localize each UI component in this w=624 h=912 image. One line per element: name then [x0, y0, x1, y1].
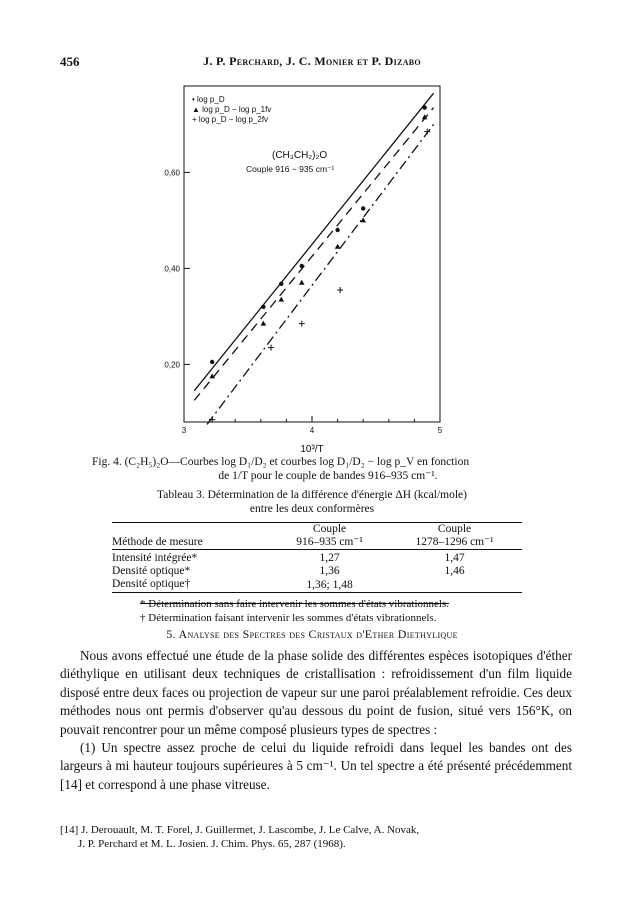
annotation-couple: Couple 916 − 935 cm⁻¹ [246, 164, 335, 174]
table-note-2: † Détermination faisant intervenir les sommes d'états vibrationnels. [140, 612, 437, 624]
data-point-plus [299, 321, 305, 327]
table-title-line2: entre les deux conformères [249, 503, 375, 515]
row-value-916: 1,27 [319, 552, 340, 564]
data-point-dot [335, 228, 339, 232]
fit-lines [194, 93, 433, 424]
table-title [0, 488, 624, 516]
body-text [60, 647, 572, 794]
page-number: 456 [60, 54, 80, 69]
row-value-1278: 1,46 [444, 565, 465, 577]
col2-header-top: Couple [312, 523, 347, 535]
row-method: Densité optique† [112, 578, 191, 590]
paragraph-1: Nous avons effectué une étude de la phase solide des différentes espèces isotopiques d'éther diéthylique en utilisant deux techniques de cristallisation : refroidissement d'un film liquide disposé entre deux faces ou projection de vapeur sur une paroi préalablement refroidie. Ces deux méthodes nous ont permis d'observer qu'au dessous du point de fusion, situé vers 156°K, on pouvait rencontrer pour un même composé plusieurs types de spectres : [60, 648, 572, 737]
legend-entry: • log p_D [192, 95, 225, 104]
data-point-triangle [335, 244, 341, 249]
data-point-plus [337, 287, 343, 293]
row-method: Densité optique* [112, 565, 191, 577]
reference-line2: J. P. Perchard et M. L. Josien. J. Chim. Phys. 65, 287 (1968). [78, 838, 346, 850]
data-point-dot [300, 264, 304, 268]
table-row [112, 550, 522, 566]
figure-caption-line1: Fig. 4. (C₂H₅)₂O—Courbes log D₁/D₂ et courbes log D₁/D₂ − log p_V en fonction [92, 456, 470, 468]
y-tick-label: 0,60 [164, 168, 180, 178]
data-point-triangle [360, 217, 366, 222]
x-tick-label: 3 [181, 426, 187, 435]
data-point-dot [422, 105, 426, 109]
running-head: J. P. Perchard, J. C. Monier et P. Dizabo [203, 54, 421, 68]
figure-caption-line2: de 1/T pour le couple de bandes 916–935 cm⁻¹. [218, 470, 438, 482]
data-point-dot [261, 305, 265, 309]
chart-legend [192, 95, 271, 124]
legend-entry: ▲ log p_D − log p_1fv [192, 105, 272, 114]
figure-caption [92, 455, 540, 483]
data-point-dot [210, 360, 214, 364]
data-point-plus [268, 345, 274, 351]
data-point-triangle [299, 280, 305, 285]
annotation-compound: (CH₃CH₂)₂O [272, 150, 328, 161]
data-point-triangle [261, 321, 267, 326]
table-row [112, 578, 522, 593]
paragraph-2: (1) Un spectre assez proche de celui du liquide refroidi dans lequel les bandes ont des largeurs à mi hauteur toujours supérieures à 5 cm⁻¹. Un tel spectre a été présenté précédemment [14] et correspond à une phase vitreuse. [60, 740, 572, 792]
data-point-triangle [278, 297, 284, 302]
row-method: Intensité intégrée* [112, 552, 198, 564]
row-value-916: 1,36 [319, 565, 340, 577]
reference-14 [60, 823, 572, 851]
y-tick-label: 0,40 [164, 264, 180, 274]
row-value-1278 [387, 578, 522, 593]
table-row [112, 565, 522, 578]
legend-entry: + log p_D − log p_2fv [192, 115, 269, 124]
y-tick-label: 0,20 [164, 360, 180, 370]
table-notes [140, 597, 449, 625]
table-note-1: * Détermination sans faire intervenir les sommes d'états vibrationnels. [140, 598, 449, 610]
col3-header-top: Couple [437, 523, 472, 535]
col2-header-bottom: 916–935 cm⁻¹ [296, 536, 363, 548]
row-value-1278: 1,47 [444, 552, 465, 564]
row-value-916: 1,36; 1,48 [306, 578, 353, 591]
x-tick-label: 5 [437, 426, 443, 435]
axis-ticks [164, 168, 442, 435]
fit-line-series-1 [194, 93, 433, 391]
data-point-dot [279, 282, 283, 286]
reference-line1: [14] J. Derouault, M. T. Forel, J. Guillermet, J. Lascombe, J. Le Calve, A. Novak, [60, 824, 420, 836]
col1-header: Méthode de mesure [112, 536, 203, 548]
data-point-dot [361, 206, 365, 210]
col3-header-bottom: 1278–1296 cm⁻¹ [415, 536, 494, 548]
section-heading: 5. Analyse des Spectres des Cristaux d'Ether Diethylique [166, 627, 458, 641]
x-tick-label: 4 [309, 426, 315, 435]
figure-4-chart [140, 80, 500, 462]
table-3 [112, 522, 522, 593]
x-axis-label: 10³/T [300, 444, 324, 455]
plot-frame [184, 86, 440, 422]
table-title-line1: Tableau 3. Détermination de la différence d'énergie ΔH (kcal/mole) [157, 489, 467, 501]
